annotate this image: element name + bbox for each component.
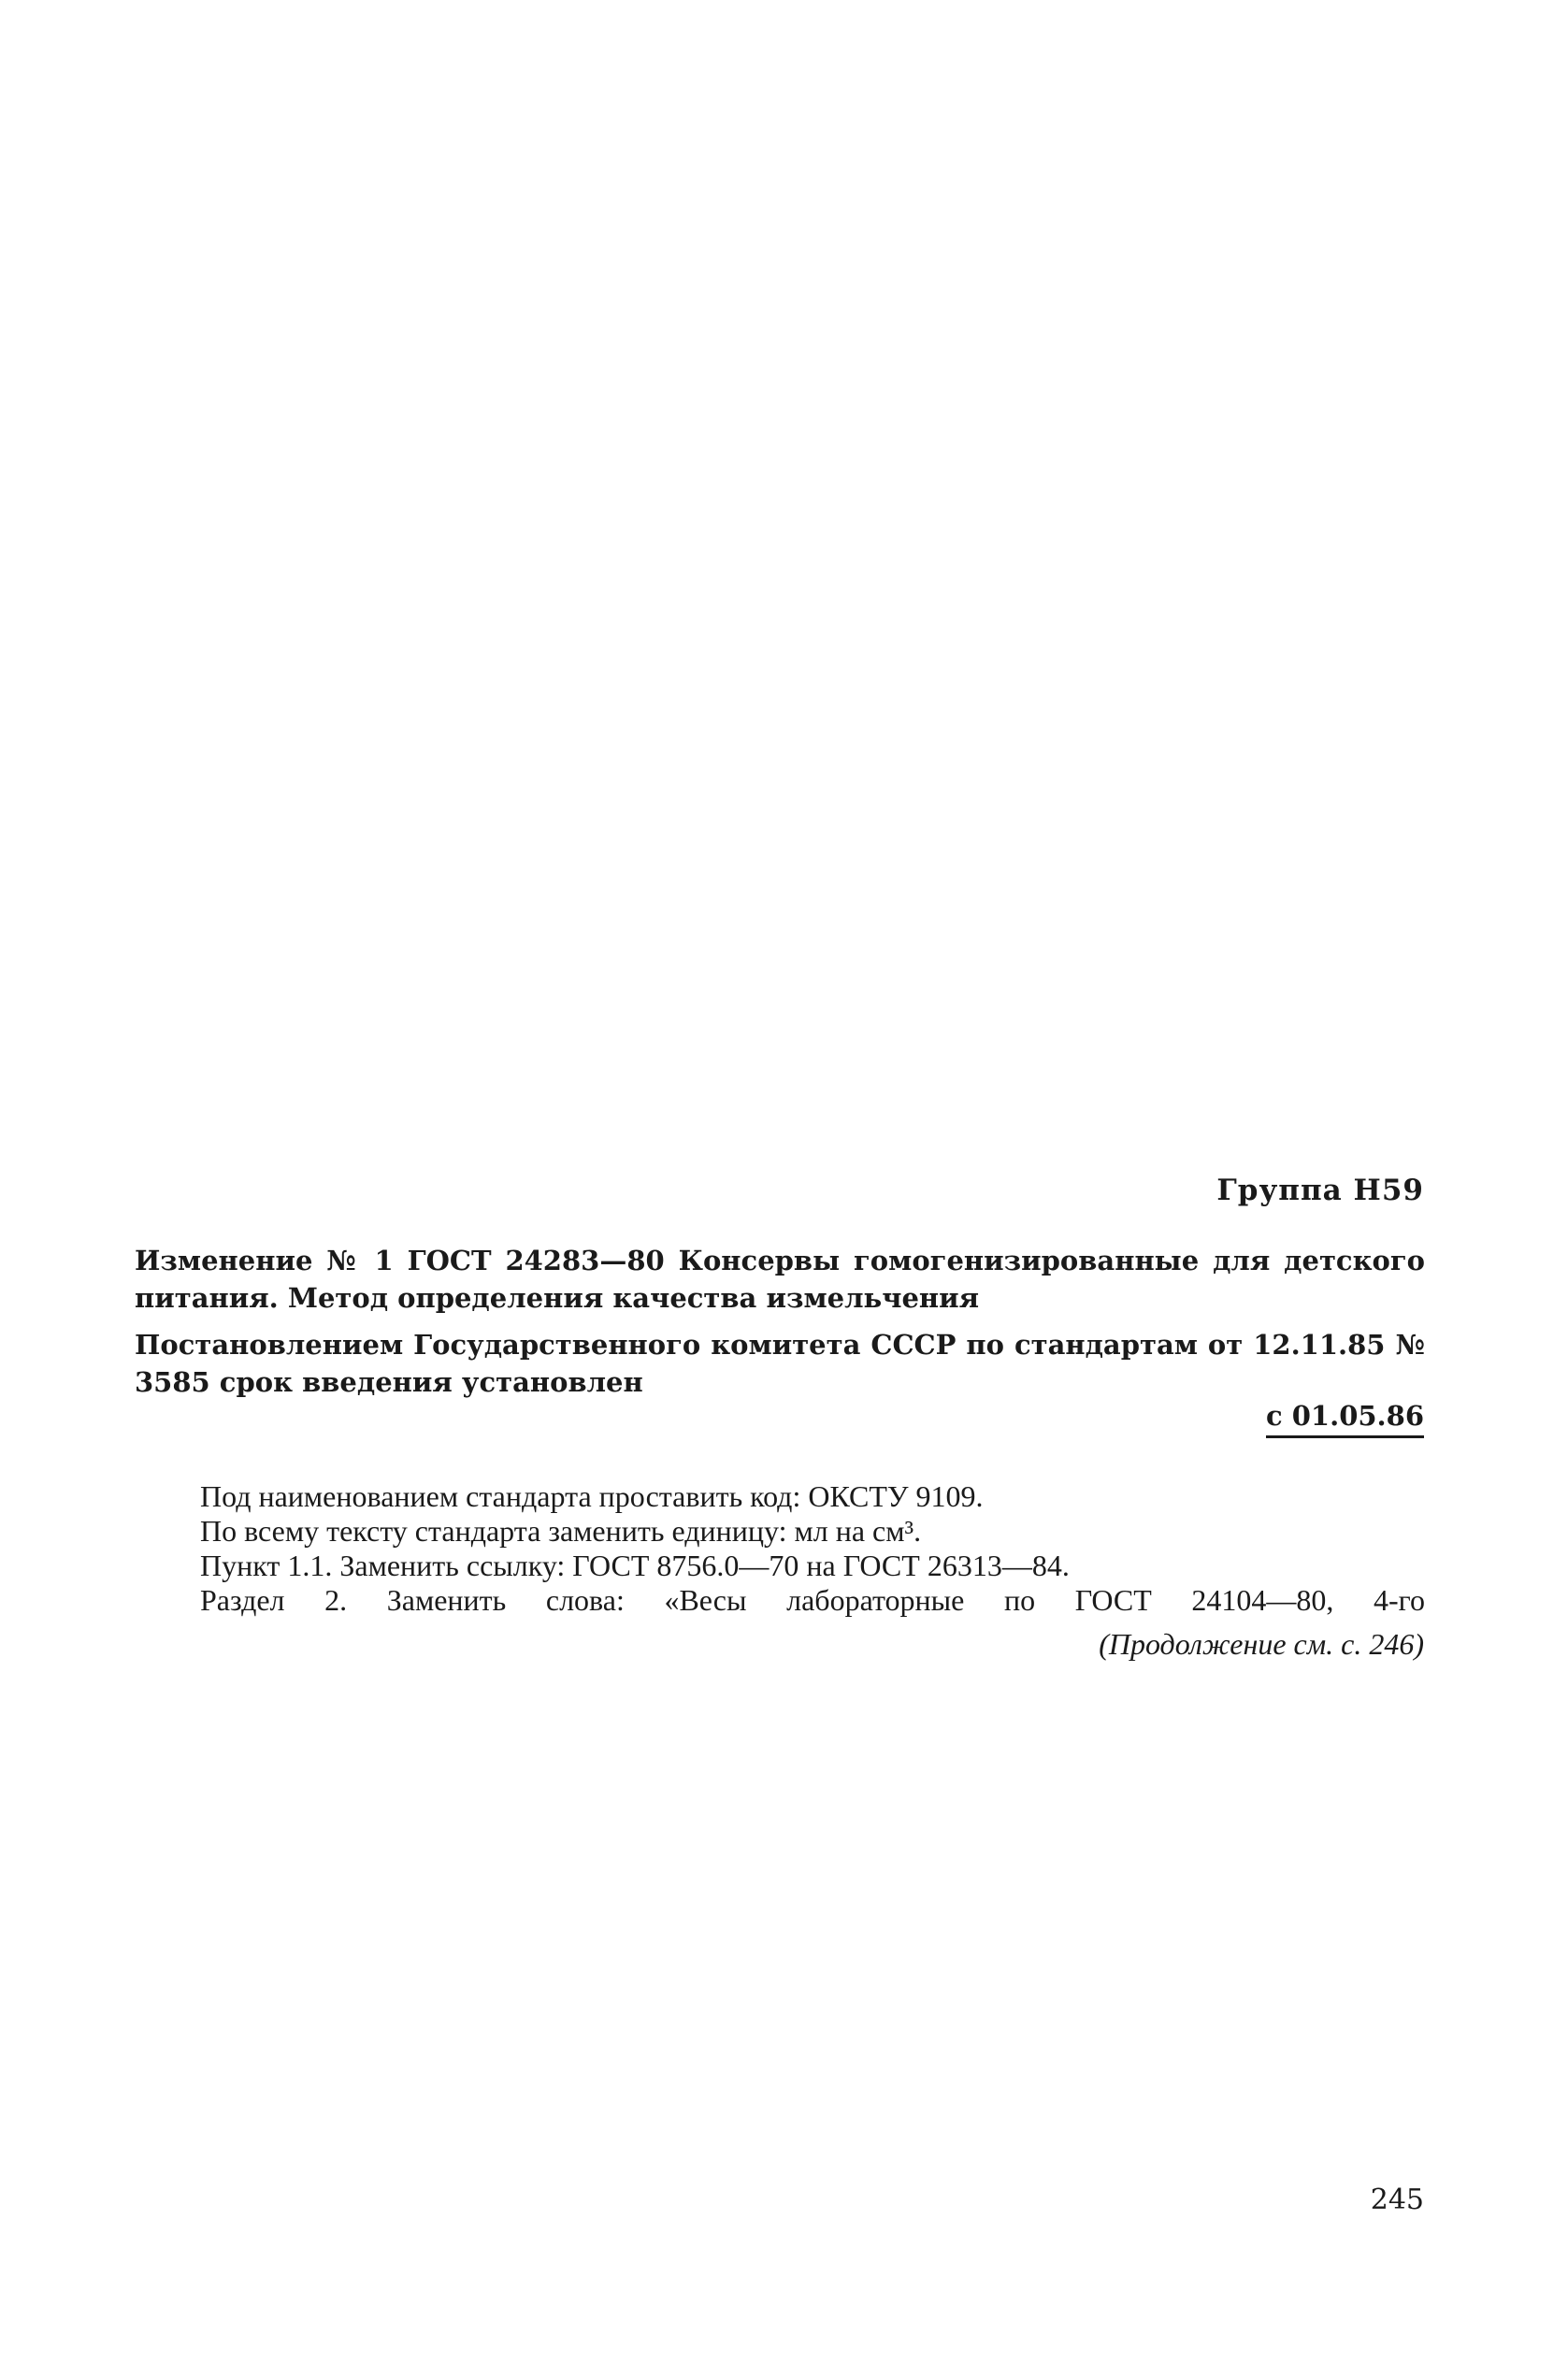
effective-date: с 01.05.86 — [1266, 1400, 1424, 1438]
body-line-units: По всему тексту стандарта заменить единицу: мл на см³. — [200, 1514, 922, 1548]
decree-text: Постановлением Государственного комитета СССР по стандартам от 12.11.85 № 3585 срок введения установлен — [135, 1329, 1425, 1398]
change-title: Изменение № 1 ГОСТ 24283—80 Консервы гомогенизированные для детского питания. Метод определения качества измельчения — [135, 1245, 1425, 1314]
continuation-note: (Продолжение см. с. 246) — [1099, 1627, 1424, 1661]
body-line-code: Под наименованием стандарта проставить код: ОКСТУ 9109. — [200, 1479, 984, 1513]
body-line-reference: Пункт 1.1. Заменить ссылку: ГОСТ 8756.0—70 на ГОСТ 26313—84. — [200, 1549, 1070, 1582]
group-label: Группа Н59 — [1216, 1174, 1424, 1207]
page-number: 245 — [1370, 2184, 1424, 2216]
body-text — [200, 1479, 1425, 1618]
body-line-section: Раздел 2. Заменить слова: «Весы лабораторные по ГОСТ 24104—80, 4-го — [200, 1583, 1425, 1617]
